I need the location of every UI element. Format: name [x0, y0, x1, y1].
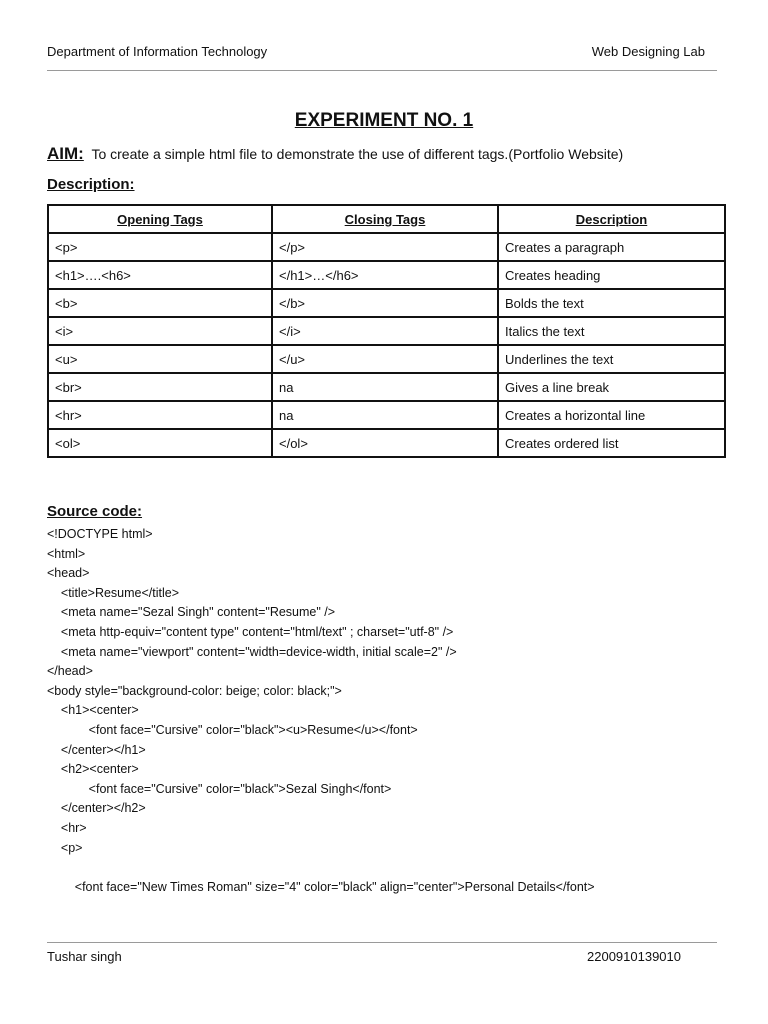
code-line: <body style="background-color: beige; color: black;">	[47, 683, 342, 698]
description-cell: Italics the text	[498, 317, 725, 345]
table-row	[48, 261, 725, 289]
description-cell: Creates ordered list	[498, 429, 725, 457]
code-line: <font face="Cursive" color="black">Sezal Singh</font>	[47, 781, 392, 796]
opening-tag-cell: <hr>	[48, 401, 272, 429]
student-name: Tushar singh	[47, 949, 122, 964]
description-cell: Creates a paragraph	[498, 233, 725, 261]
description-cell: Creates a horizontal line	[498, 401, 725, 429]
aim-line	[47, 144, 623, 164]
table-row	[48, 401, 725, 429]
lab-name: Web Designing Lab	[591, 44, 705, 59]
code-line: </head>	[47, 664, 93, 679]
table-header-row	[48, 205, 725, 233]
description-cell: Creates heading	[498, 261, 725, 289]
code-line: <html>	[47, 546, 86, 561]
page-footer	[47, 949, 681, 965]
code-line: <title>Resume</title>	[47, 585, 180, 600]
aim-label: AIM:	[47, 144, 84, 163]
description-cell: Bolds the text	[498, 289, 725, 317]
closing-tag-cell: </h1>…</h6>	[272, 261, 498, 289]
column-header: Closing Tags	[272, 205, 498, 233]
source-code-heading: Source code:	[47, 503, 143, 520]
code-line: <h2><center>	[47, 762, 139, 777]
code-line: </center></h2>	[47, 801, 146, 816]
opening-tag-cell: <p>	[48, 233, 272, 261]
closing-tag-cell: </p>	[272, 233, 498, 261]
closing-tag-cell: </u>	[272, 345, 498, 373]
closing-tag-cell: </b>	[272, 289, 498, 317]
page-header	[47, 44, 705, 60]
code-line	[47, 858, 595, 878]
code-line: </center></h1>	[47, 742, 146, 757]
source-code-block	[47, 525, 595, 897]
closing-tag-cell: </ol>	[272, 429, 498, 457]
code-line: <h1><center>	[47, 703, 139, 718]
tags-table	[47, 204, 726, 458]
experiment-title: EXPERIMENT NO. 1	[294, 110, 474, 131]
closing-tag-cell: na	[272, 401, 498, 429]
code-line: <meta name="viewport" content="width=device-width, initial scale=2" />	[47, 644, 457, 659]
column-header: Description	[498, 205, 725, 233]
table-row	[48, 233, 725, 261]
opening-tag-cell: <b>	[48, 289, 272, 317]
header-divider	[47, 70, 717, 71]
code-line: <font face="New Times Roman" size="4" color="black" align="center">Personal Details</font>	[47, 879, 595, 894]
opening-tag-cell: <u>	[48, 345, 272, 373]
opening-tag-cell: <ol>	[48, 429, 272, 457]
table-row	[48, 317, 725, 345]
closing-tag-cell: na	[272, 373, 498, 401]
description-cell: Underlines the text	[498, 345, 725, 373]
roll-number: 2200910139010	[587, 949, 681, 964]
description-cell: Gives a line break	[498, 373, 725, 401]
opening-tag-cell: <br>	[48, 373, 272, 401]
code-line: <p>	[47, 840, 83, 855]
code-line: <hr>	[47, 820, 87, 835]
code-line: <meta name="Sezal Singh" content="Resume" />	[47, 605, 336, 620]
table-row	[48, 345, 725, 373]
column-header: Opening Tags	[48, 205, 272, 233]
code-line: <meta http-equiv="content type" content="html/text" ; charset="utf-8" />	[47, 624, 454, 639]
description-heading: Description:	[47, 176, 135, 193]
footer-divider	[47, 942, 717, 943]
opening-tag-cell: <h1>….<h6>	[48, 261, 272, 289]
table-row	[48, 429, 725, 457]
department-name: Department of Information Technology	[47, 44, 268, 59]
table-row	[48, 289, 725, 317]
code-line: <head>	[47, 566, 90, 581]
opening-tag-cell: <i>	[48, 317, 272, 345]
closing-tag-cell: </i>	[272, 317, 498, 345]
table-row	[48, 373, 725, 401]
aim-text: To create a simple html file to demonstrate the use of different tags.(Portfolio Website)	[91, 146, 624, 162]
code-line: <font face="Cursive" color="black"><u>Resume</u></font>	[47, 722, 418, 737]
code-line: <!DOCTYPE html>	[47, 527, 153, 541]
